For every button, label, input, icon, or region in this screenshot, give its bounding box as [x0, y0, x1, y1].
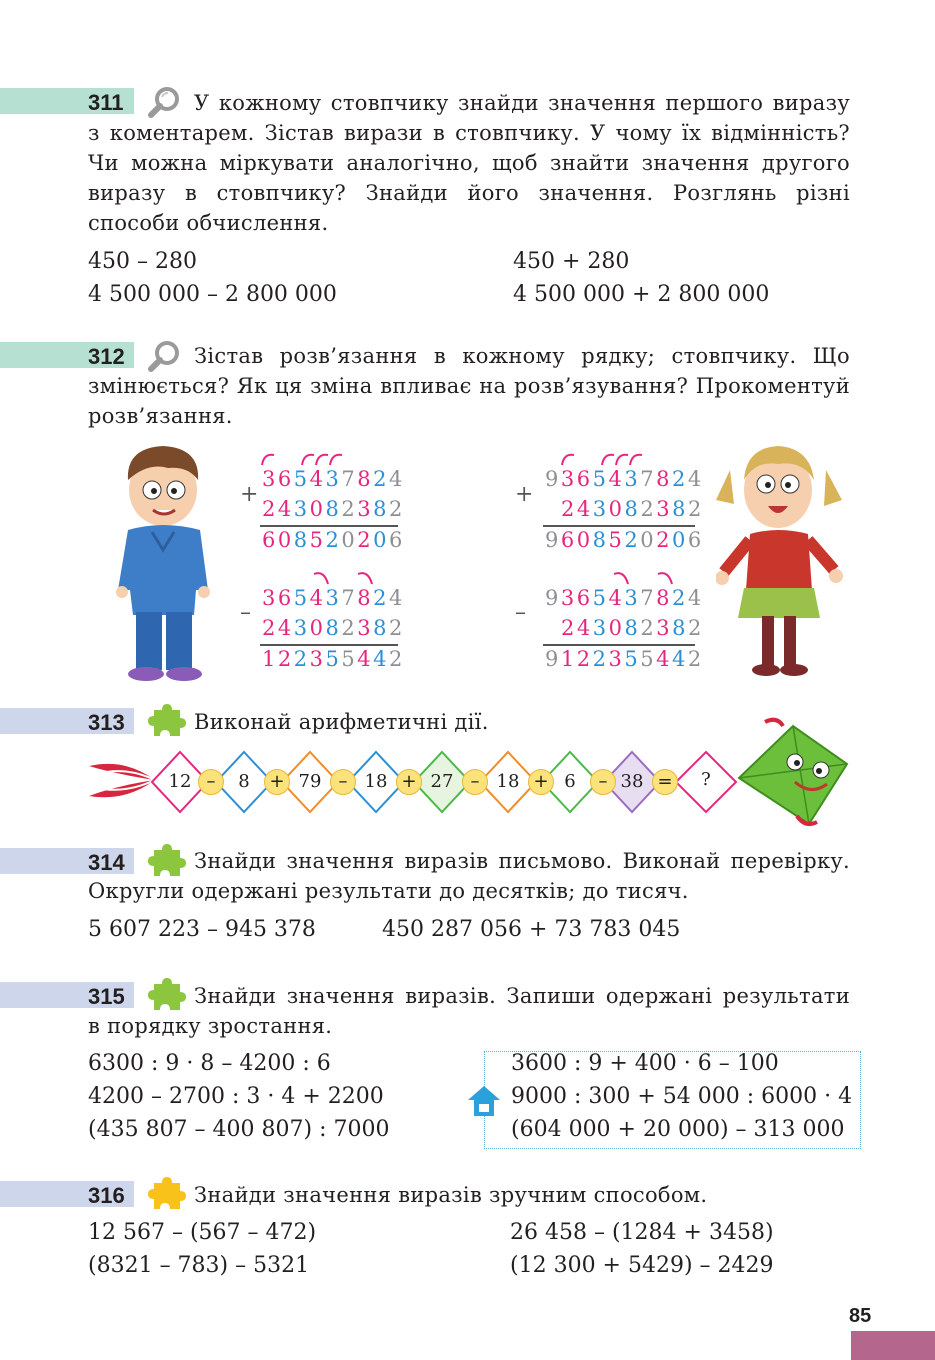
chain-number: 18	[364, 771, 388, 792]
expr-316-3: (8321 – 783) – 5321	[88, 1253, 310, 1278]
chain-operator: =	[652, 769, 678, 795]
expr-311-1: 450 – 280	[88, 249, 197, 274]
task-text-314: Знайди значення виразів письмово. Виконай перевірку. Округли одержані результати до десятків; до тисяч.	[88, 849, 850, 903]
column-sub-right-row2: 243082382	[561, 616, 704, 640]
column-add-left-row2: 243082382	[262, 497, 405, 521]
minus-sign: –	[515, 600, 526, 625]
chain-number: 12	[168, 771, 192, 792]
task-number-313: 313	[88, 710, 125, 735]
kite-illustration	[735, 712, 853, 830]
chain-operator: +	[396, 769, 422, 795]
chain-answer[interactable]: ?	[701, 769, 711, 790]
chain-operator: –	[462, 769, 488, 795]
task-text-311: У кожному стовпчику знайди значення першого виразу з коментарем. Зістав вирази в стовпчику. У чому їх відмінність? Чи можна міркувати аналогічно, щоб знайти значення другого виразу в стовпчику? Знайди його значення. Розглянь різні способи обчислення.	[88, 91, 850, 235]
column-add-left-result: 608520206	[262, 528, 405, 552]
expr-311-2: 450 + 280	[513, 249, 630, 274]
column-sub-left-row2: 243082382	[262, 616, 405, 640]
column-rule	[260, 644, 398, 646]
plus-sign: +	[240, 482, 259, 507]
column-sub-left-result: 122355442	[262, 647, 405, 671]
expr-315-right-3: (604 000 + 20 000) – 313 000	[511, 1117, 845, 1142]
borrow-arcs-sub-right	[558, 568, 698, 588]
chain-number: 79	[298, 771, 322, 792]
page-number: 85	[849, 1305, 872, 1327]
expr-315-right-2: 9000 : 300 + 54 000 : 6000 · 4	[511, 1084, 853, 1109]
task-text-316: Знайди значення виразів зручним способом.	[194, 1183, 708, 1207]
kite-tail-bow-icon	[85, 752, 157, 808]
plus-sign: +	[515, 482, 534, 507]
expr-316-1: 12 567 – (567 – 472)	[88, 1220, 317, 1245]
task-text-313: Виконай арифметичні дії.	[194, 710, 489, 734]
task-number-311: 311	[88, 90, 124, 115]
expr-316-2: 26 458 – (1284 + 3458)	[510, 1220, 774, 1245]
expr-311-4: 4 500 000 + 2 800 000	[513, 282, 770, 307]
column-sub-right-result: 9122355442	[545, 647, 704, 671]
expr-315-left-2: 4200 – 2700 : 3 · 4 + 2200	[88, 1084, 384, 1109]
chain-number: 18	[496, 771, 520, 792]
task-text-315: Знайди значення виразів. Запиши одержані результати в порядку зростання.	[88, 984, 850, 1038]
column-sub-left-row1: 365437824	[262, 586, 405, 610]
chain-operator: –	[198, 769, 224, 795]
column-add-right-result: 9608520206	[545, 528, 704, 552]
column-add-left-row1: 365437824	[262, 467, 405, 491]
task-number-316: 316	[88, 1183, 125, 1208]
carry-arcs-add-right	[558, 449, 698, 469]
column-rule	[543, 525, 695, 527]
column-rule	[543, 644, 695, 646]
expr-314-1: 5 607 223 – 945 378	[88, 917, 316, 942]
task-number-312: 312	[88, 344, 125, 369]
chain-operator: +	[528, 769, 554, 795]
expr-315-left-1: 6300 : 9 · 8 – 4200 : 6	[88, 1051, 331, 1076]
chain-number: 8	[238, 771, 250, 792]
column-sub-right-row1: 9365437824	[545, 586, 704, 610]
boy-illustration	[108, 440, 218, 690]
expr-316-4: (12 300 + 5429) – 2429	[510, 1253, 774, 1278]
carry-arcs-add-left	[258, 449, 398, 469]
column-rule	[260, 525, 398, 527]
chain-operator: –	[330, 769, 356, 795]
chain-operator: –	[590, 769, 616, 795]
expr-315-right-1: 3600 : 9 + 400 · 6 – 100	[511, 1051, 779, 1076]
chain-number: 27	[430, 771, 454, 792]
page-bar	[851, 1331, 935, 1360]
chain-number: 6	[564, 771, 576, 792]
minus-sign: –	[240, 600, 251, 625]
expr-311-3: 4 500 000 – 2 800 000	[88, 282, 337, 307]
column-add-right-row1: 9365437824	[545, 467, 704, 491]
task-number-315: 315	[88, 984, 125, 1009]
column-add-right-row2: 243082382	[561, 497, 704, 521]
task-text-312: Зістав розв’язання в кожному рядку; стовпчику. Що змінюється? Як ця зміна впливає на розв’язування? Прокоментуй розв’язання.	[88, 344, 850, 428]
chain-number: 38	[620, 771, 644, 792]
chain-operator: +	[264, 769, 290, 795]
expr-315-left-3: (435 807 – 400 807) : 7000	[88, 1117, 390, 1142]
borrow-arcs-sub-left	[258, 568, 398, 588]
expr-314-2: 450 287 056 + 73 783 045	[382, 917, 681, 942]
house-icon	[466, 1084, 502, 1118]
task-number-314: 314	[88, 850, 125, 875]
girl-illustration	[716, 440, 846, 690]
